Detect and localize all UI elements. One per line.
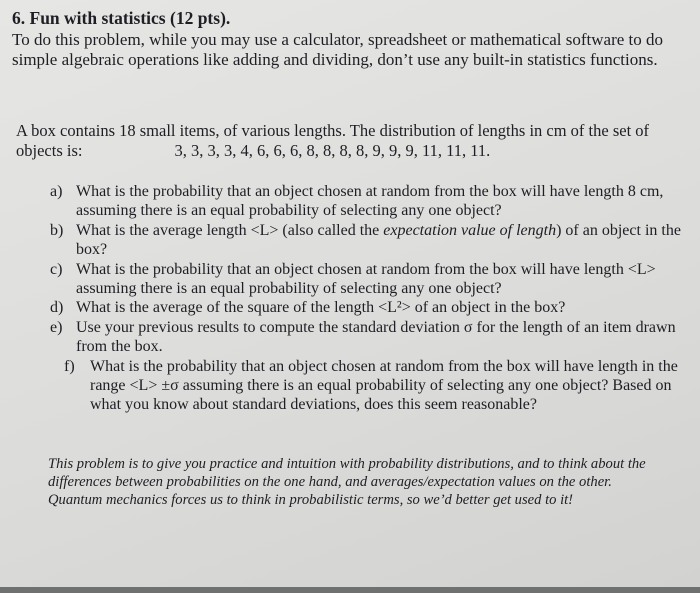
question-text: Use your previous results to compute the standard deviation σ for the length of an item drawn from the box.: [76, 318, 676, 356]
question-d: [44, 298, 684, 317]
question-label: a): [50, 183, 63, 200]
question-list: [44, 182, 684, 415]
question-a: [44, 182, 684, 221]
question-text: What is the probability that an object chosen at random from the box will have length in the range <L> ±σ assuming there is an equal probability of selecting any one object? Based on what you know about standard deviations, does this seem reasonable?: [90, 357, 678, 414]
question-text: What is the average of the square of the length <L²> of an object in the box?: [76, 299, 566, 317]
question-label: b): [50, 221, 64, 239]
question-text-end: ) of an object in the box?: [76, 221, 681, 259]
distribution-sentence: [16, 121, 686, 161]
question-label: f): [64, 357, 75, 375]
note-text: This problem is to give you practice and intuition with probability distributions, and to think about the differences between probabilities on the one hand, and averages/expectation values on the other. Quantum mechanics forces us to think in probabilistic terms, so we’d better get used to it!: [48, 456, 646, 508]
question-e: [44, 318, 684, 357]
page-bottom-edge: [0, 587, 700, 593]
question-label: d): [50, 299, 64, 317]
question-emphasis: expectation value of length: [383, 221, 557, 239]
question-label: c): [50, 260, 63, 278]
question-text: What is the probability that an object chosen at random from the box will have length <L> assuming there is an equal probability of selecting any one object?: [76, 260, 656, 298]
distribution-statement: [16, 121, 686, 161]
question-f: [44, 357, 684, 415]
question-label: e): [50, 318, 63, 336]
question-text: What is the probability that an object chosen at random from the box will have length 8 cm, assuming there is an equal probability of selecting any one object?: [76, 183, 664, 220]
distribution-values: 3, 3, 3, 3, 4, 6, 6, 6, 8, 8, 8, 8, 9, 9, 9, 11, 11, 11.: [174, 141, 491, 160]
question-b: [44, 221, 684, 260]
distribution-description: A box contains 18 small items, of various lengths. The distribution of lengths in cm of the set of objects is:: [16, 121, 650, 160]
instructions-text: To do this problem, while you may use a calculator, spreadsheet or mathematical software to do simple algebraic operations like adding and dividing, don’t use any built-in statistics functions.: [12, 30, 664, 69]
question-c: [44, 260, 684, 299]
problem-instructions: [12, 30, 692, 70]
problem-title: 6. Fun with statistics (12 pts).: [12, 8, 231, 28]
closing-note: [48, 455, 668, 509]
question-text: What is the average length <L> (also called the: [76, 221, 384, 239]
